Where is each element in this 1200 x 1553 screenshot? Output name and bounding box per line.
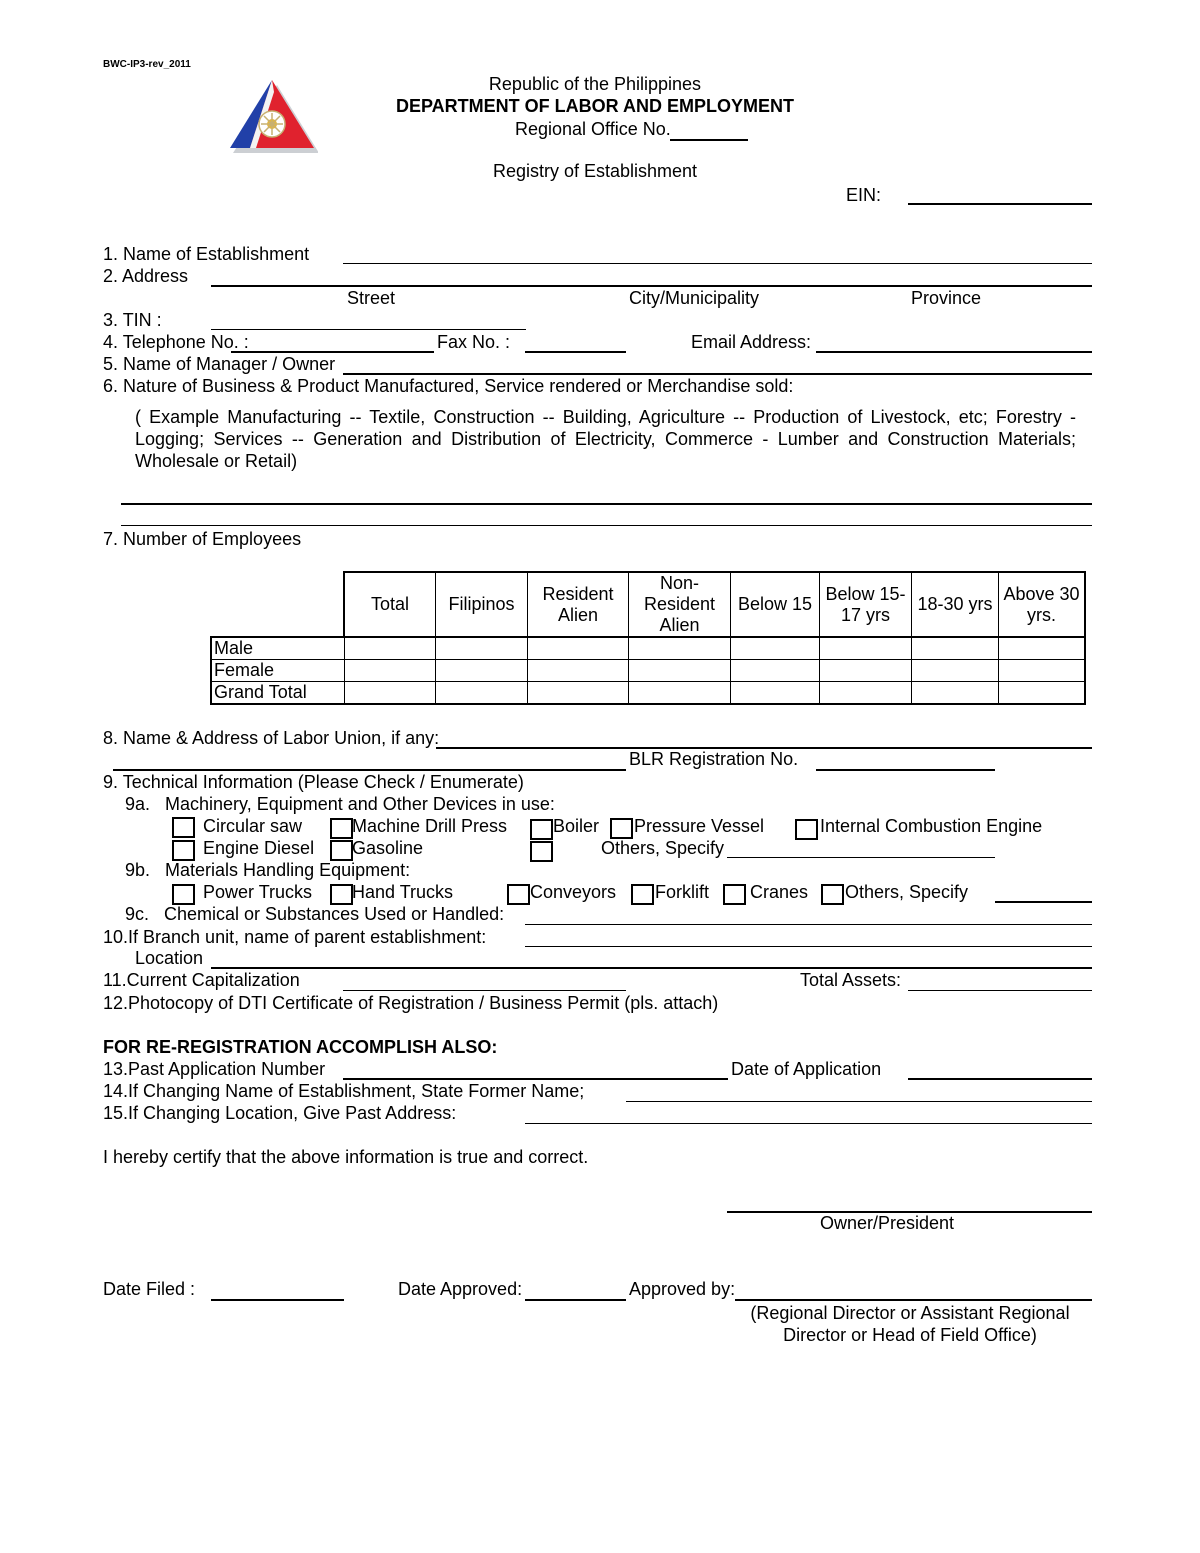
table-cell[interactable]: [629, 660, 731, 682]
hand-trucks-checkbox[interactable]: [330, 884, 353, 905]
approver-title-1: (Regional Director or Assistant Regional: [750, 1303, 1070, 1323]
field-9b-label: 9b. Materials Handling Equipment:: [125, 860, 411, 880]
machinery-others-field[interactable]: [727, 857, 995, 858]
dole-logo: [226, 78, 318, 154]
table-cell[interactable]: [344, 637, 436, 660]
manager-field[interactable]: [343, 373, 1092, 375]
table-cell[interactable]: [629, 682, 731, 705]
field-9-label: 9. Technical Information (Please Check / Enumerate): [103, 772, 524, 792]
row-male: Male: [211, 637, 344, 660]
col-resident-alien: Resident Alien: [528, 572, 629, 637]
field-6-label: 6. Nature of Business & Product Manufactured, Service rendered or Merchandise sold:: [103, 376, 794, 396]
conveyors-label: Conveyors: [530, 882, 617, 902]
header-regional-office: Regional Office No.: [515, 119, 671, 139]
regional-office-line[interactable]: [670, 139, 748, 141]
handling-others-field[interactable]: [995, 901, 1092, 903]
fax-label: Fax No. :: [437, 332, 511, 352]
circular-saw-checkbox[interactable]: [172, 817, 195, 838]
field-5-label: 5. Name of Manager / Owner: [103, 354, 336, 374]
establishment-name-field[interactable]: [343, 263, 1092, 264]
tin-field[interactable]: [211, 329, 526, 330]
location-label: Location: [135, 948, 204, 968]
handling-others-label: Others, Specify: [845, 882, 969, 902]
engine-diesel-checkbox[interactable]: [172, 840, 195, 861]
past-address-field[interactable]: [525, 1123, 1092, 1124]
email-field[interactable]: [816, 351, 1092, 353]
nature-business-line-2[interactable]: [121, 525, 1092, 526]
pressure-vessel-label: Pressure Vessel: [634, 816, 765, 836]
pressure-vessel-checkbox[interactable]: [610, 818, 633, 839]
power-trucks-label: Power Trucks: [203, 882, 313, 902]
col-total: Total: [344, 572, 436, 637]
table-cell[interactable]: [912, 682, 999, 705]
conveyors-checkbox[interactable]: [507, 884, 530, 905]
field-12-label: 12.Photocopy of DTI Certificate of Registration / Business Permit (pls. attach): [103, 993, 719, 1013]
total-assets-field[interactable]: [908, 990, 1092, 991]
approver-title-2: Director or Head of Field Office): [783, 1325, 1037, 1345]
field-2-label: 2. Address: [103, 266, 189, 286]
row-grand-total: Grand Total: [211, 682, 344, 705]
field-3-label: 3. TIN :: [103, 310, 162, 330]
handling-others-checkbox[interactable]: [821, 884, 844, 905]
blr-field[interactable]: [816, 769, 995, 771]
field-15-label: 15.If Changing Location, Give Past Address:: [103, 1103, 457, 1123]
labor-union-line-2[interactable]: [113, 769, 626, 771]
ein-field[interactable]: [908, 203, 1092, 205]
field-1-label: 1. Name of Establishment: [103, 244, 310, 264]
field-11-label: 11.Current Capitalization: [103, 970, 300, 990]
blr-label: BLR Registration No.: [629, 749, 799, 769]
table-cell[interactable]: [820, 660, 912, 682]
hand-trucks-label: Hand Trucks: [352, 882, 454, 902]
drill-press-checkbox[interactable]: [330, 818, 353, 839]
col-non-resident-alien: Non-Resident Alien: [629, 572, 731, 637]
cranes-label: Cranes: [750, 882, 809, 902]
field-4-label: 4. Telephone No. :: [103, 332, 249, 352]
table-cell[interactable]: [912, 660, 999, 682]
total-assets-label: Total Assets:: [800, 970, 902, 990]
gasoline-checkbox[interactable]: [330, 840, 353, 861]
certification-text: I hereby certify that the above information is true and correct.: [103, 1147, 589, 1167]
field-8-label: 8. Name & Address of Labor Union, if any:: [103, 728, 440, 748]
date-filed-label: Date Filed :: [103, 1279, 196, 1299]
table-cell[interactable]: [999, 682, 1086, 705]
table-cell[interactable]: [999, 637, 1086, 660]
drill-press-label: Machine Drill Press: [352, 816, 508, 836]
date-approved-label: Date Approved:: [398, 1279, 523, 1299]
header-department: DEPARTMENT OF LABOR AND EMPLOYMENT: [396, 96, 794, 116]
date-application-field[interactable]: [908, 1078, 1092, 1080]
table-cell[interactable]: [999, 660, 1086, 682]
machinery-others-checkbox[interactable]: [530, 841, 553, 862]
power-trucks-checkbox[interactable]: [172, 884, 195, 905]
field-9a-label: 9a. Machinery, Equipment and Other Devices in use:: [125, 794, 555, 814]
col-below-15: Below 15: [731, 572, 820, 637]
table-cell[interactable]: [344, 660, 436, 682]
row-female: Female: [211, 660, 344, 682]
table-cell[interactable]: [436, 682, 528, 705]
table-cell[interactable]: [629, 637, 731, 660]
col-above-30: Above 30 yrs.: [999, 572, 1086, 637]
capitalization-field[interactable]: [343, 990, 626, 991]
employees-table: [210, 571, 1086, 705]
fax-field[interactable]: [525, 351, 626, 353]
email-label: Email Address:: [691, 332, 812, 352]
forklift-checkbox[interactable]: [631, 884, 654, 905]
ein-label: EIN:: [846, 185, 882, 205]
gasoline-label: Gasoline: [352, 838, 424, 858]
telephone-field[interactable]: [231, 351, 434, 353]
cranes-checkbox[interactable]: [723, 884, 746, 905]
table-cell[interactable]: [820, 682, 912, 705]
header-republic: Republic of the Philippines: [488, 74, 702, 94]
circular-saw-label: Circular saw: [203, 816, 303, 836]
province-label: Province: [911, 288, 982, 308]
chemicals-field[interactable]: [525, 924, 1092, 925]
boiler-checkbox[interactable]: [530, 819, 553, 840]
table-cell[interactable]: [528, 637, 629, 660]
field-9c-label: 9c. Chemical or Substances Used or Handled:: [125, 904, 505, 924]
table-cell[interactable]: [436, 637, 528, 660]
field-6-example: ( Example Manufacturing -- Textile, Construction -- Building, Agriculture -- Production of Livestock, etc; Forestry - Logging; Services -- Generation and Distribution of Electricity, Commerce - Lumber and Construction Materials; Wholesale or Retail): [135, 407, 1076, 471]
table-cell[interactable]: [528, 682, 629, 705]
table-cell[interactable]: [344, 682, 436, 705]
machinery-others-label: Others, Specify: [601, 838, 725, 858]
table-cell[interactable]: [731, 682, 820, 705]
col-filipinos: Filipinos: [436, 572, 528, 637]
ice-checkbox[interactable]: [795, 819, 818, 840]
location-field[interactable]: [211, 967, 1092, 969]
table-cell[interactable]: [436, 660, 528, 682]
forklift-label: Forklift: [655, 882, 709, 902]
street-label: Street: [347, 288, 396, 308]
past-application-field[interactable]: [343, 1078, 728, 1080]
former-name-field[interactable]: [626, 1101, 1092, 1102]
address-field[interactable]: [211, 285, 1092, 287]
engine-diesel-label: Engine Diesel: [203, 838, 315, 858]
col-below-15-17: Below 15-17 yrs: [820, 572, 912, 637]
field-14-label: 14.If Changing Name of Establishment, State Former Name;: [103, 1081, 585, 1101]
form-title: Registry of Establishment: [492, 161, 698, 181]
date-filed-field[interactable]: [211, 1299, 344, 1301]
approved-by-label: Approved by:: [629, 1279, 736, 1299]
boiler-label: Boiler: [553, 816, 600, 836]
field-13-label: 13.Past Application Number: [103, 1059, 326, 1079]
field-10-label: 10.If Branch unit, name of parent establishment:: [103, 927, 487, 947]
table-cell[interactable]: [820, 637, 912, 660]
field-7-label: 7. Number of Employees: [103, 529, 302, 549]
approved-by-field[interactable]: [735, 1299, 1092, 1301]
col-18-30: 18-30 yrs: [912, 572, 999, 637]
parent-establishment-field[interactable]: [525, 946, 1092, 947]
ice-label: Internal Combustion Engine: [820, 816, 1043, 836]
date-application-label: Date of Application: [731, 1059, 882, 1079]
nature-business-line-1[interactable]: [121, 503, 1092, 505]
form-code: BWC-IP3-rev_2011: [103, 59, 191, 70]
owner-label: Owner/President: [819, 1213, 955, 1233]
table-cell[interactable]: [528, 660, 629, 682]
reregistration-heading: FOR RE-REGISTRATION ACCOMPLISH ALSO:: [103, 1037, 498, 1057]
city-label: City/Municipality: [629, 288, 760, 308]
table-cell[interactable]: [731, 637, 820, 660]
table-cell[interactable]: [912, 637, 999, 660]
table-cell[interactable]: [731, 660, 820, 682]
date-approved-field[interactable]: [525, 1299, 626, 1301]
